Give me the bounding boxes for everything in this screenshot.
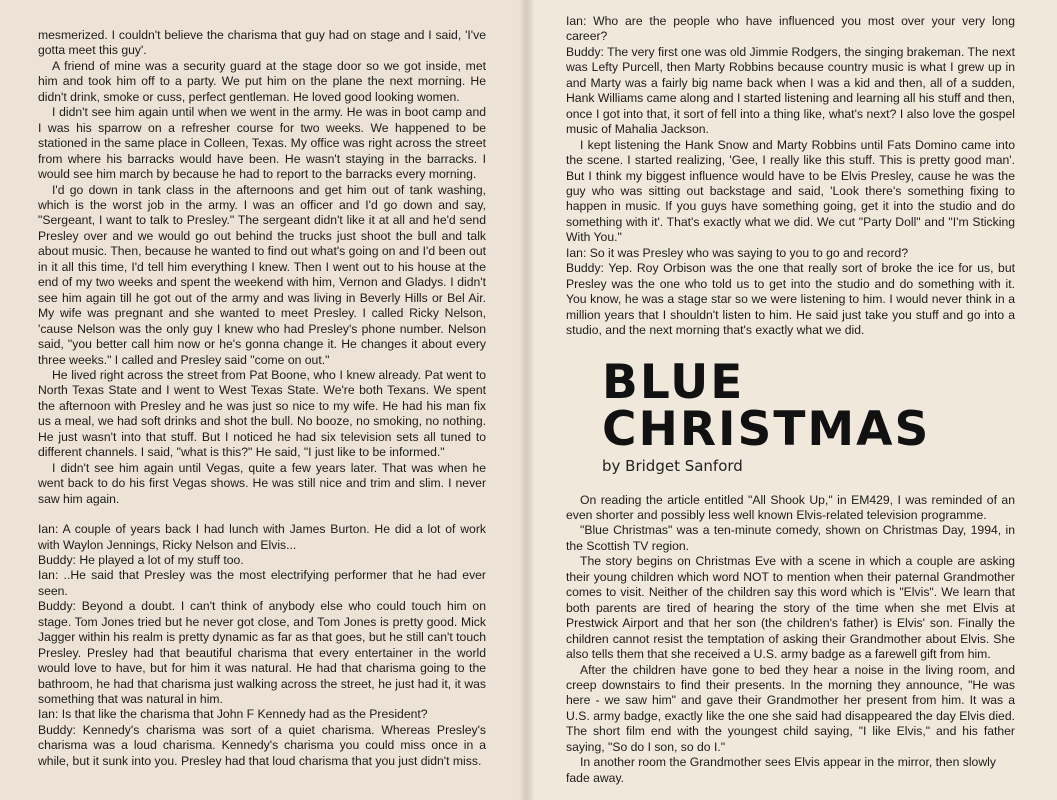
interview-question: Ian: ..He said that Presley was the most electrifying performer that he had ever seen.: [38, 568, 486, 598]
paragraph: On reading the article entitled "All Shook Up," in EM429, I was reminded of an even shorter and possibly less well known Elvis-related television programme.: [566, 492, 1015, 522]
paragraph: I'd go down in tank class in the afternoons and get him out of tank washing, which is the worst job in the army. I was an officer and I'd go down and say, "Sergeant, I want to talk to Presley." The sergeant didn't like it at all and he'd send Presley over and we would go out behind the trucks just shoot the bull and talk about music. Then, because he wanted to find out what's going on and I'd been out in it all this time, I'd tell him everything I knew. Then I went out to his house at the end of my two weeks and spent the weekend with him, Vernon and Gladys. I didn't see him again till he got out of the army and was living in Beverly Hills or Bel Air. My wife was pregnant and she wanted to meet Presley. I called Ricky Nelson, 'cause Nelson was the only guy I knew who had Presley's phone number. Nelson said, "you better call him now or he's gonna change it. He changes it about every three weeks." I called and Presley said "come on out.": [38, 182, 486, 367]
paragraph: I didn't see him again until Vegas, quite a few years later. That was when he went back to do his first Vegas shows. He was still nice and trim and slim. I never saw him again.: [38, 460, 486, 506]
headline-line-2: CHRISTMAS: [602, 401, 931, 457]
headline-line-1: BLUE: [602, 354, 745, 410]
paragraph: The story begins on Christmas Eve with a scene in which a couple are asking their young children which word NOT to mention when their paternal Grandmother comes to visit. Neither of the children say this word which is "Elvis". We learn that both parents are tired of hearing the story of the time when she met Elvis at Prestwick Airport and that her son (the children's father) is Elvis' son. Finally the children cannot resist the temptation of asking their Grandmother about Elvis. She also tells them that she received a U.S. army badge as a farewell gift from him.: [566, 554, 1015, 662]
interview-answer: Buddy: Beyond a doubt. I can't think of anybody else who could touch him on stage. Tom Jones tried but he never got close, and Tom Jones is pretty good. Mick Jagger within his realm is pretty dynamic as far as that goes, but he still can't touch Presley. Presley had that beautiful charisma that every entertainer in the world would love to have, but for him it was natural. He had that charisma going to the bathroom, he had that charisma just walking across the street, he just had it, it was something that was natural in him.: [38, 599, 486, 707]
interview-answer: I kept listening the Hank Snow and Marty Robbins until Fats Domino came into the scene. I started realizing, 'Gee, I really like this stuff. This is pretty good man'. But I think my biggest influence would have to be Elvis Presley, cause he was the guy who was sitting out backstage and said, 'Look there's something fixing to happen in music. If you guys have something going, get it into the studio and do something with it'. That's exactly what we did. We cut "Party Doll" and "I'm Sticking With You.": [566, 137, 1015, 245]
paragraph: A friend of mine was a security guard at the stage door so we got inside, met him and took him off to a party. We put him on the plane the next morning. He didn't drink, smoke or cuss, perfect gentleman. He loved good looking women.: [38, 58, 486, 104]
paragraph: After the children have gone to bed they hear a noise in the living room, and creep downstairs to find their presents. In the morning they announce, "He was here - we saw him" and gave their Grandmother her present from him. It was a U.S. army badge, exactly like the one she said had disappeared the day Elvis died. The short film end with the youngest child saying, "I like Elvis," and his father saying, "So do I son, so do I.": [566, 662, 1015, 754]
interview-question: Ian: Is that like the charisma that John F Kennedy had as the President?: [38, 707, 428, 722]
interview-answer: Buddy: He played a lot of my stuff too.: [38, 552, 244, 567]
right-page: [526, 0, 1057, 800]
paragraph: In another room the Grandmother sees Elvis appear in the mirror, then slowly fade away.: [566, 755, 996, 785]
paragraph: "Blue Christmas" was a ten-minute comedy, shown on Christmas Day, 1994, in the Scottish TV region.: [566, 523, 1015, 553]
paragraph: I didn't see him again until when we went in the army. He was in boot camp and I was his sparrow on a refresher course for two weeks. We happened to be stationed in the same place in Colleen, Texas. My office was right across the street from where his barracks would have been. He wasn't staying in the barracks. I would see him march by because he had to report to the barracks every morning.: [38, 105, 486, 182]
interview-question: Ian: So it was Presley who was saying to you to go and record?: [566, 245, 909, 260]
article-body: [566, 493, 1015, 787]
left-page: [0, 0, 526, 800]
left-page-body: [38, 28, 486, 769]
interview-continued: [566, 14, 1015, 339]
page-gutter: [519, 0, 535, 800]
interview-question: Ian: Who are the people who have influenced you most over your very long career?: [566, 14, 1015, 44]
interview-answer: Buddy: Kennedy's charisma was sort of a quiet charisma. Whereas Presley's charisma was a loud charisma. Kennedy's charisma you could miss once in a while, but it sunk into you. Presley had that loud charisma that you just didn't miss.: [38, 722, 486, 768]
article-headline: [602, 354, 1015, 457]
article-byline: by Bridget Sanford: [602, 456, 743, 475]
paragraph: He lived right across the street from Pat Boone, who I knew already. Pat went to North Texas State and I went to West Texas State. We're both Texans. We spent the afternoon with Presley and he was just so nice to my wife. He had his man fix us a meal, we had soft drinks and shot the bull. No booze, no smoking, no nothing. He just wasn't into that stuff. But I noticed he had six television sets all tuned to different channels. I said, "what is this?" He said, "I just like to be informed.": [38, 367, 486, 460]
interview-answer: Buddy: Yep. Roy Orbison was the one that really sort of broke the ice for us, but Presley was the one who told us to get into the studio and do something with it. You know, he was a stage star so we were listening to him. I would never think in a million years that I shouldn't listen to him. He said just take you stuff and go into a studio, and the next morning that's exactly what we did.: [566, 261, 1015, 338]
paragraph: mesmerized. I couldn't believe the charisma that guy had on stage and I said, 'I've gotta meet this guy'.: [38, 28, 486, 58]
interview-question: Ian: A couple of years back I had lunch with James Burton. He did a lot of work with Waylon Jennings, Ricky Nelson and Elvis...: [38, 522, 486, 552]
interview-answer: Buddy: The very first one was old Jimmie Rodgers, the singing brakeman. The next was Lefty Purcell, then Marty Robbins because country music is what I grew up in and Marty was a fairly big name back when I was a kid and then, all of a sudden, Hank Williams came along and I started listening and learning all his stuff and then, once I got into that, it sort of fell into a thing like, what's next? I also love the gospel music of Mahalia Jackson.: [566, 44, 1015, 137]
